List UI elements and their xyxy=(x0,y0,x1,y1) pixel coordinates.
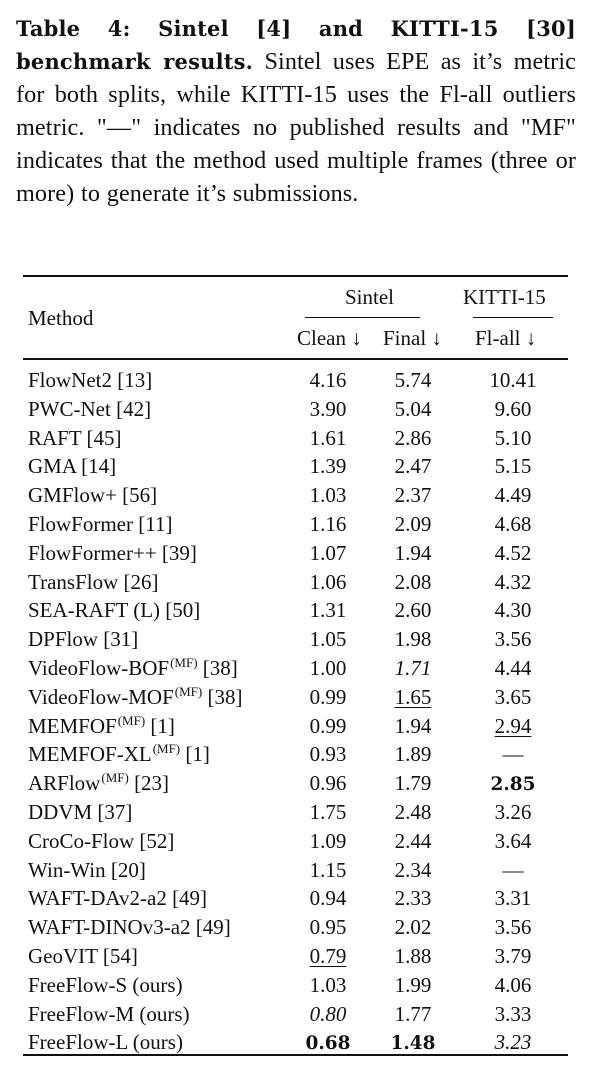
table-header-rule xyxy=(23,358,568,360)
method-name: TransFlow [26] xyxy=(28,569,159,594)
final-value: 2.60 xyxy=(394,598,432,623)
flall-cell xyxy=(478,596,548,625)
table-row xyxy=(23,913,568,942)
clean-value: 1.39 xyxy=(309,454,347,479)
final-value: 2.08 xyxy=(394,569,432,594)
clean-value: 0.93 xyxy=(309,742,347,767)
clean-value: 1.03 xyxy=(309,483,347,508)
final-cell xyxy=(383,452,443,481)
method-cell xyxy=(28,1028,183,1057)
clean-cell xyxy=(298,884,358,913)
flall-cell xyxy=(478,971,548,1000)
flall-value: 3.56 xyxy=(494,627,532,652)
flall-value: 3.56 xyxy=(494,915,532,940)
table-row xyxy=(23,366,568,395)
method-name: FlowFormer++ [39] xyxy=(28,540,197,565)
final-value: 2.44 xyxy=(394,828,432,853)
final-cell xyxy=(383,568,443,597)
method-cell xyxy=(28,740,210,769)
flall-value: 5.10 xyxy=(494,425,532,450)
clean-cell xyxy=(298,596,358,625)
multi-frame-marker: (MF) xyxy=(170,654,198,670)
method-name: FlowFormer [11] xyxy=(28,511,173,536)
final-value: 1.77 xyxy=(394,1001,432,1026)
flall-value: 2.85 xyxy=(490,774,536,796)
clean-value: 0.94 xyxy=(309,886,347,911)
clean-value: 1.06 xyxy=(309,569,347,594)
table-body xyxy=(23,366,568,1057)
method-name: FlowNet2 [13] xyxy=(28,368,153,392)
table-row xyxy=(23,740,568,769)
final-value: 2.48 xyxy=(394,799,432,824)
table-row xyxy=(23,683,568,712)
header-group-sintel: Sintel xyxy=(345,285,395,309)
flall-value: 10.41 xyxy=(489,368,537,392)
method-name: VideoFlow-MOF xyxy=(28,684,174,709)
method-cell xyxy=(28,683,242,712)
table-caption xyxy=(16,12,576,210)
flall-value: 3.31 xyxy=(494,886,532,911)
final-value: 2.37 xyxy=(394,483,432,508)
table-row xyxy=(23,798,568,827)
final-value: 1.65 xyxy=(394,684,432,709)
method-cell xyxy=(28,654,238,683)
multi-frame-marker: (MF) xyxy=(152,741,181,757)
clean-value: 1.16 xyxy=(309,511,347,536)
flall-value: 4.68 xyxy=(494,511,532,536)
clean-cell xyxy=(298,856,358,885)
method-cell xyxy=(28,856,146,885)
flall-value: 3.23 xyxy=(494,1030,532,1055)
flall-value: 4.30 xyxy=(494,598,532,623)
table-row xyxy=(23,625,568,654)
final-cell xyxy=(383,395,443,424)
method-name: WAFT-DAv2-a2 [49] xyxy=(28,886,208,911)
kitti-cmidrule xyxy=(473,317,553,318)
table-row xyxy=(23,510,568,539)
clean-cell xyxy=(298,740,358,769)
flall-value: 3.33 xyxy=(494,1001,532,1026)
clean-value: 0.99 xyxy=(309,713,347,738)
flall-value: — xyxy=(502,857,524,882)
method-cell xyxy=(28,625,138,654)
flall-cell xyxy=(478,1028,548,1057)
clean-cell xyxy=(298,568,358,597)
flall-cell xyxy=(478,884,548,913)
final-value: 2.47 xyxy=(394,454,432,479)
method-reference: [38] xyxy=(202,684,243,709)
clean-value: 0.95 xyxy=(309,915,347,940)
final-cell xyxy=(383,740,443,769)
clean-cell xyxy=(298,942,358,971)
multi-frame-marker: (MF) xyxy=(174,683,203,699)
clean-cell xyxy=(298,913,358,942)
clean-value: 3.90 xyxy=(309,396,347,421)
method-cell xyxy=(28,942,138,971)
method-name: PWC-Net [42] xyxy=(28,396,152,421)
flall-value: 4.52 xyxy=(494,540,532,565)
clean-value: 1.09 xyxy=(309,828,347,853)
method-cell xyxy=(28,769,169,798)
method-name: ARFlow xyxy=(28,771,101,796)
final-value: 1.99 xyxy=(394,972,432,997)
clean-cell xyxy=(298,798,358,827)
flall-cell xyxy=(478,1000,548,1029)
clean-cell xyxy=(298,654,358,683)
flall-cell xyxy=(478,539,548,568)
method-cell xyxy=(28,510,172,539)
method-name: DPFlow [31] xyxy=(28,627,139,652)
clean-value: 1.31 xyxy=(309,598,347,623)
final-value: 1.71 xyxy=(394,655,432,680)
flall-cell xyxy=(478,769,548,800)
flall-cell xyxy=(478,452,548,481)
header-flall: Fl-all ↓ xyxy=(475,326,537,350)
method-name: RAFT [45] xyxy=(28,425,122,450)
final-cell xyxy=(383,539,443,568)
flall-cell xyxy=(478,827,548,856)
table-row xyxy=(23,568,568,597)
table-row xyxy=(23,539,568,568)
flall-value: 3.64 xyxy=(494,828,532,853)
method-cell xyxy=(28,424,122,453)
final-cell xyxy=(383,1000,443,1029)
final-cell xyxy=(383,798,443,827)
flall-cell xyxy=(478,856,548,885)
flall-value: 3.65 xyxy=(494,684,532,709)
final-value: 1.79 xyxy=(394,771,432,796)
clean-value: 1.15 xyxy=(309,857,347,882)
method-cell xyxy=(28,1000,190,1029)
flall-cell xyxy=(478,395,548,424)
final-cell xyxy=(383,625,443,654)
clean-value: 1.07 xyxy=(309,540,347,565)
flall-cell xyxy=(478,568,548,597)
method-name: GMFlow+ [56] xyxy=(28,483,158,508)
table-row xyxy=(23,481,568,510)
flall-value: 4.32 xyxy=(494,569,532,594)
method-name: FreeFlow-L (ours) xyxy=(28,1030,183,1055)
final-cell xyxy=(383,510,443,539)
flall-cell xyxy=(478,481,548,510)
method-cell xyxy=(28,971,183,1000)
flall-cell xyxy=(478,798,548,827)
method-cell xyxy=(28,798,132,827)
flall-cell xyxy=(478,625,548,654)
header-clean: Clean ↓ xyxy=(297,326,362,350)
method-cell xyxy=(28,913,231,942)
multi-frame-marker: (MF) xyxy=(101,770,129,786)
method-cell xyxy=(28,539,197,568)
table-row xyxy=(23,424,568,453)
clean-cell xyxy=(298,395,358,424)
clean-cell xyxy=(298,625,358,654)
method-name: SEA-RAFT (L) [50] xyxy=(28,598,201,623)
caption-title: Table 4: Sintel [4] and KITTI-15 [30] benchmark results. xyxy=(16,16,576,74)
method-cell xyxy=(28,568,159,597)
final-value: 2.86 xyxy=(394,425,432,450)
method-reference: [1] xyxy=(180,742,210,767)
flall-value: 2.94 xyxy=(494,713,532,738)
clean-cell xyxy=(298,1000,358,1029)
clean-cell xyxy=(298,683,358,712)
final-cell xyxy=(383,424,443,453)
method-cell xyxy=(28,884,207,913)
method-name: MEMFOF xyxy=(28,713,117,738)
header-group-kitti: KITTI-15 xyxy=(463,285,546,309)
method-cell xyxy=(28,366,152,395)
method-cell xyxy=(28,712,175,741)
final-value: 1.94 xyxy=(394,713,432,738)
flall-cell xyxy=(478,913,548,942)
clean-value: 1.03 xyxy=(309,972,347,997)
method-name: Win-Win [20] xyxy=(28,857,146,882)
flall-cell xyxy=(478,683,548,712)
final-value: 5.74 xyxy=(394,368,432,392)
clean-value: 0.68 xyxy=(305,1033,351,1055)
table-row xyxy=(23,395,568,424)
method-cell xyxy=(28,481,157,510)
final-cell xyxy=(383,913,443,942)
table-row xyxy=(23,856,568,885)
clean-cell xyxy=(298,827,358,856)
clean-value: 1.05 xyxy=(309,627,347,652)
final-cell xyxy=(383,971,443,1000)
flall-value: 3.79 xyxy=(494,943,532,968)
method-name: WAFT-DINOv3-a2 [49] xyxy=(28,915,231,940)
method-name: FreeFlow-M (ours) xyxy=(28,1001,190,1026)
flall-cell xyxy=(478,712,548,741)
final-cell xyxy=(383,683,443,712)
final-cell xyxy=(383,654,443,683)
flall-cell xyxy=(478,740,548,769)
method-reference: [1] xyxy=(145,713,175,738)
clean-cell xyxy=(298,424,358,453)
method-name: FreeFlow-S (ours) xyxy=(28,972,183,997)
clean-cell xyxy=(298,481,358,510)
table-bottom-rule xyxy=(23,1054,568,1056)
clean-cell xyxy=(298,971,358,1000)
table-row xyxy=(23,596,568,625)
final-value: 1.98 xyxy=(394,627,432,652)
final-cell xyxy=(383,596,443,625)
clean-cell xyxy=(298,366,358,395)
final-value: 2.34 xyxy=(394,857,432,882)
header-method: Method xyxy=(28,306,94,330)
final-cell xyxy=(383,712,443,741)
flall-value: 9.60 xyxy=(494,396,532,421)
method-name: DDVM [37] xyxy=(28,799,133,824)
final-cell xyxy=(383,827,443,856)
final-value: 1.94 xyxy=(394,540,432,565)
clean-value: 0.96 xyxy=(309,771,347,796)
method-name: GMA [14] xyxy=(28,454,117,479)
method-reference: [23] xyxy=(128,771,170,796)
final-value: 1.89 xyxy=(394,742,432,767)
flall-cell xyxy=(478,424,548,453)
method-name: VideoFlow-BOF xyxy=(28,655,170,680)
final-cell xyxy=(383,942,443,971)
caption-text: Sintel uses EPE as it’s metric for both splits, while KITTI-15 uses the Fl-all outliers metric. "—" indicates no published results and "MF" indicates that the method used multiple frames (three or more) to generate it’s submissions. xyxy=(16,48,576,207)
final-value: 1.48 xyxy=(390,1033,436,1055)
table-row xyxy=(23,769,568,798)
method-cell xyxy=(28,596,200,625)
table-row xyxy=(23,452,568,481)
method-cell xyxy=(28,452,116,481)
method-name: CroCo-Flow [52] xyxy=(28,828,175,853)
table-row xyxy=(23,654,568,683)
final-cell xyxy=(383,884,443,913)
clean-value: 1.00 xyxy=(309,655,347,680)
flall-value: 4.49 xyxy=(494,483,532,508)
table-row xyxy=(23,712,568,741)
method-name: MEMFOF-XL xyxy=(28,742,152,767)
clean-value: 1.61 xyxy=(309,425,347,450)
final-value: 5.04 xyxy=(394,396,432,421)
clean-cell xyxy=(298,510,358,539)
clean-value: 0.79 xyxy=(309,943,347,968)
method-cell xyxy=(28,395,151,424)
flall-value: 5.15 xyxy=(494,454,532,479)
flall-cell xyxy=(478,510,548,539)
clean-cell xyxy=(298,712,358,741)
final-cell xyxy=(383,856,443,885)
table-row xyxy=(23,884,568,913)
table-top-rule xyxy=(23,275,568,277)
flall-value: — xyxy=(502,742,524,767)
method-cell xyxy=(28,827,174,856)
final-cell xyxy=(383,481,443,510)
final-cell xyxy=(383,769,443,798)
flall-value: 4.06 xyxy=(494,972,532,997)
table-row xyxy=(23,1028,568,1057)
clean-cell xyxy=(298,769,358,798)
flall-cell xyxy=(478,942,548,971)
table-row xyxy=(23,1000,568,1029)
clean-value: 0.80 xyxy=(309,1001,347,1026)
method-reference: [38] xyxy=(197,655,238,680)
clean-value: 1.75 xyxy=(309,799,347,824)
sintel-cmidrule xyxy=(305,317,420,318)
clean-cell xyxy=(298,452,358,481)
header-final: Final ↓ xyxy=(383,326,442,350)
multi-frame-marker: (MF) xyxy=(117,712,146,728)
table-row xyxy=(23,942,568,971)
final-value: 1.88 xyxy=(394,943,432,968)
method-name: GeoVIT [54] xyxy=(28,943,138,968)
clean-value: 4.16 xyxy=(309,368,347,392)
flall-value: 4.44 xyxy=(494,655,532,680)
flall-value: 3.26 xyxy=(494,799,532,824)
final-value: 2.33 xyxy=(394,886,432,911)
final-cell xyxy=(383,366,443,395)
final-value: 2.02 xyxy=(394,915,432,940)
flall-cell xyxy=(478,366,548,395)
final-value: 2.09 xyxy=(394,511,432,536)
table-row xyxy=(23,827,568,856)
clean-value: 0.99 xyxy=(309,684,347,709)
table-row xyxy=(23,971,568,1000)
clean-cell xyxy=(298,539,358,568)
flall-cell xyxy=(478,654,548,683)
